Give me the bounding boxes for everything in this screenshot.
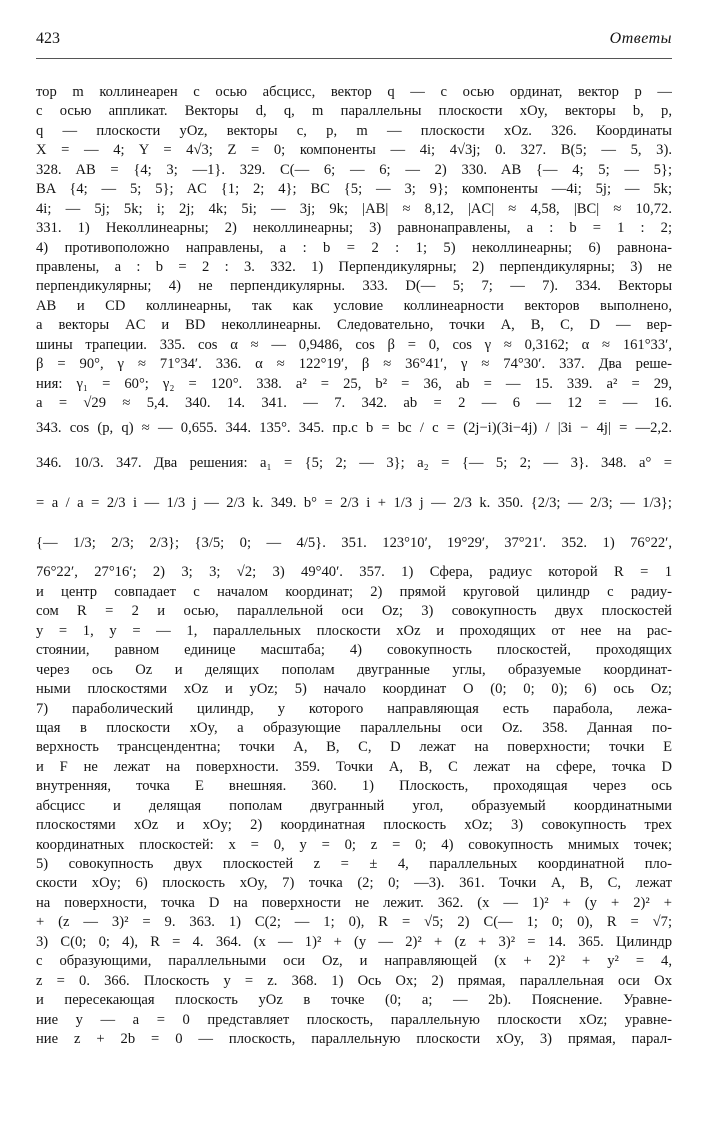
text-line: 331. 1) Неколлинеарны; 2) неколлинеарны; 3) равнонаправлены, a : b = 1 : 2; [36, 220, 672, 237]
text-line: y = 1, y = — 1, параллельных плоскости xOz и проходящих от нее на рас- [36, 622, 672, 639]
text-line: ние z + 2b = 0 — плоскость, параллельную плоскости xOy, 3) прямая, парал- [36, 1030, 672, 1047]
text-line: и F не лежат на поверхности. 359. Точки A, B, C лежат на сфере, точка D [36, 758, 672, 775]
text-line: z = 0. 366. Плоскость y = z. 368. 1) Ось Ox; 2) прямая, параллельная оси Ox [36, 972, 672, 989]
text-line: на поверхности, точка D на поверхности не лежит. 362. (x — 1)² + (y + 2)² + [36, 894, 672, 911]
text-line: 328. AB = {4; 3; —1}. 329. C(— 6; — 6; — 2) 330. AB {— 4; 5; — 5}; [36, 161, 672, 178]
formula-line: 346. 10/3. 347. Два решения: a₁ = {5; 2; — 3}; a₂ = {— 5; 2; — 3}. 348. a° = [36, 455, 672, 472]
running-head [36, 30, 672, 59]
text-line: a = √29 ≈ 5,4. 340. 14. 341. — 7. 342. ab = 2 — 6 — 12 = — 16. [36, 395, 672, 411]
text-line: скости xOy; 6) плоскость xOy, 7) точка (2; 0; —3). 361. Точки A, B, C, лежат [36, 875, 672, 892]
text-line: 5) совокупность двух плоскостей z = ± 4, параллельных координатной пло- [36, 856, 672, 872]
text-line: стоянии, равном единице масштаба; 4) совокупность плоскостей, проходящих [36, 642, 672, 659]
text-line: 7) параболический цилиндр, у которого направляющая есть парабола, лежа- [36, 700, 672, 717]
text-line: β = 90°, γ ≈ 71°34′. 336. α ≈ 122°19′, β ≈ 36°41′, γ ≈ 74°30′. 337. Два реше- [36, 356, 672, 373]
text-line: сом R = 2 и осью, параллельной оси Oz; 3) совокупность двух плоскостей [36, 603, 672, 620]
text-line: AB и CD коллинеарны, так как условие коллинеарности векторов выполнено, [36, 297, 672, 314]
text-line: перпендикулярны; 4) не перпендикулярны. 333. D(— 5; 7; — 7). 334. Векторы [36, 278, 672, 295]
book-page [36, 30, 672, 1110]
text-line: шины трапеции. 335. cos α ≈ — 0,9486, cos β = 0, cos γ ≈ 0,3162; α ≈ 161°33′, [36, 336, 672, 353]
text-line: 4i; — 5j; 5k; i; 2j; 4k; 5i; — 3j; 9k; |AB| ≈ 8,12, |AC| ≈ 4,58, |BC| ≈ 10,72. [36, 200, 672, 217]
answers-text [36, 83, 672, 1049]
formula-line: {— 1/3; 2/3; 2/3}; {3/5; 0; — 4/5}. 351. 123°10′, 19°29′, 37°21′. 352. 1) 76°22′, [36, 535, 672, 552]
text-line: координатных плоскостей: x = 0, y = 0; z = 0; 4) совокупность мнимых точек; [36, 836, 672, 853]
text-line: с осью аппликат. Векторы d, q, m параллельны плоскости xOy, векторы b, p, [36, 103, 672, 120]
text-line: и центр совпадает с началом координат; 2) прямой круговой цилиндр с радиу- [36, 583, 672, 600]
text-line: ния: γ₁ = 60°; γ₂ = 120°. 338. a² = 25, b² = 36, ab = — 15. 339. a² = 29, [36, 375, 672, 392]
text-line: щая в плоскости xOy, а образующие параллельны оси Oz. 358. Данная по- [36, 719, 672, 736]
formula-line: = a / a = 2/3 i — 1/3 j — 2/3 k. 349. b° = 2/3 i + 1/3 j — 2/3 k. 350. {2/3; — 2/3; — 1/3}; [36, 495, 672, 512]
text-line: X = — 4; Y = 4√3; Z = 0; компоненты — 4i; 4√3j; 0. 327. B(5; — 5, 3). [36, 142, 672, 159]
text-line: плоскостями xOz и xOy; 2) координатная плоскость xOz; 3) совокупность трех [36, 817, 672, 834]
text-line: ние y — a = 0 представляет плоскость, параллельную плоскости xOz; уравне- [36, 1011, 672, 1028]
text-line: верхность трансцендентна; точки A, B, C, D лежат на поверхности; точки E [36, 739, 672, 756]
text-line: ными плоскостями xOz и yOz; 5) начало координат O (0; 0; 0); 6) ось Oz; [36, 681, 672, 698]
text-line: через ось Oz и делящих пополам двугранные углы, образуемые координат- [36, 661, 672, 678]
text-line: с образующими, параллельными оси Oz, и направляющей (x + 2)² + y² = 4, [36, 953, 672, 970]
text-line: а векторы AC и BD неколлинеарны. Следовательно, точки A, B, C, D — вер- [36, 317, 672, 334]
text-line: 4) противоположно направлены, a : b = 2 : 1; 5) неколлинеарны; 6) равнона- [36, 239, 672, 256]
text-line: абсцисс и делящая пополам двугранный угол, образуемый координатными [36, 797, 672, 814]
text-line: правлены, a : b = 2 : 3. 332. 1) Перпендикулярны; 2) перпендикулярны; 3) не [36, 258, 672, 275]
text-line: 76°22′, 27°16′; 2) 3; 3; √2; 3) 49°40′. 357. 1) Сфера, радиус которой R = 1 [36, 564, 672, 581]
text-line: BA {4; — 5; 5}; AC {1; 2; 4}; BC {5; — 3; 9}; компоненты —4i; 5j; — 5k; [36, 181, 672, 198]
running-title: Ответы [609, 30, 672, 47]
text-line: q — плоскости yOz, векторы c, p, m — плоскости xOz. 326. Координаты [36, 122, 672, 139]
formula-line: 343. cos (p, q) ≈ — 0,655. 344. 135°. 345. пр.c b = bc / c = (2j−i)(3i−4j) / |3i − 4j| = —2,2. [36, 420, 672, 437]
page-number: 423 [36, 30, 60, 47]
text-line: 3) C(0; 0; 4), R = 4. 364. (x — 1)² + (y — 2)² + (z + 3)² = 14. 365. Цилиндр [36, 933, 672, 950]
text-line: внутренняя, точка E внешняя. 360. 1) Плоскость, проходящая через ось [36, 778, 672, 795]
text-line: тор m коллинеарен с осью абсцисс, вектор q — с осью ординат, вектор p — [36, 84, 672, 100]
text-line: + (z — 3)² = 9. 363. 1) C(2; — 1; 0), R = √5; 2) C(— 1; 0; 0), R = √7; [36, 914, 672, 931]
text-line: и пересекающая плоскость yOz в точке (0; a; — 2b). Пояснение. Уравне- [36, 992, 672, 1009]
